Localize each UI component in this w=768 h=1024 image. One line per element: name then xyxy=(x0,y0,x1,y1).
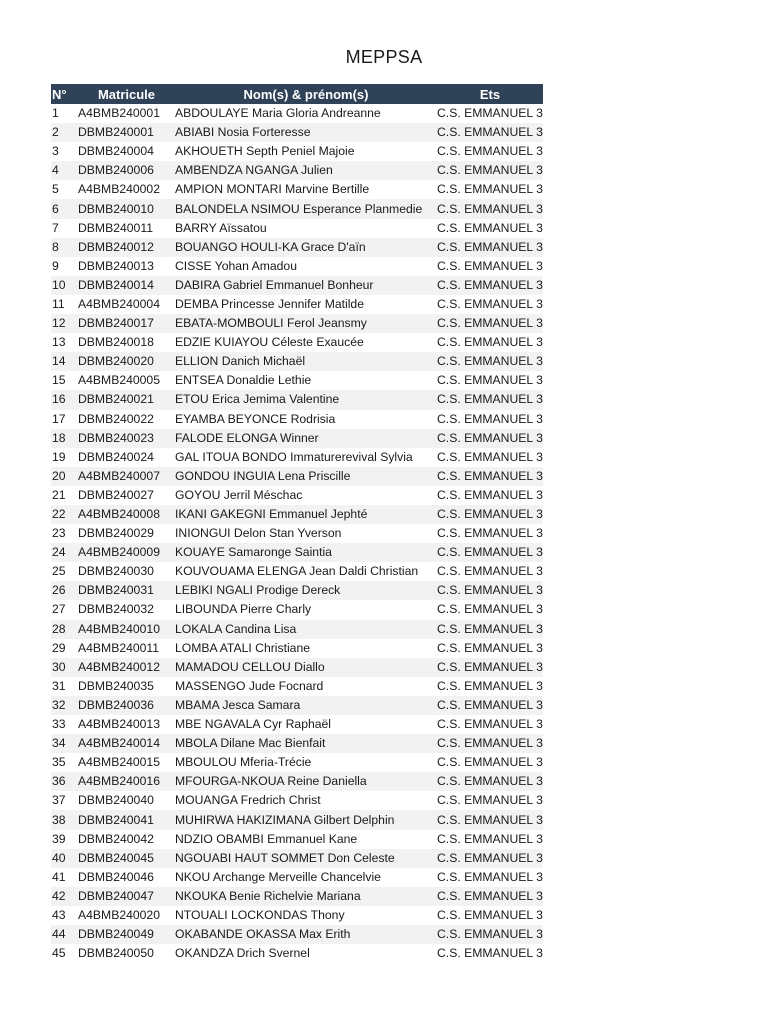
row-number: 6 xyxy=(51,199,78,218)
row-ets: C.S. EMMANUEL 3 xyxy=(437,734,543,753)
table-row xyxy=(51,219,543,238)
row-matricule: A4BMB240004 xyxy=(78,296,160,311)
row-number: 24 xyxy=(51,543,78,562)
row-number: 35 xyxy=(52,755,66,770)
row-matricule: DBMB240017 xyxy=(78,314,175,333)
row-name: ENTSEA Donaldie Lethie xyxy=(175,373,312,388)
row-matricule: DBMB240030 xyxy=(78,564,154,579)
row-number: 20 xyxy=(51,467,78,486)
table-row xyxy=(51,142,543,161)
row-ets: C.S. EMMANUEL 3 xyxy=(437,620,543,639)
table-row xyxy=(51,868,543,887)
row-matricule: A4BMB240009 xyxy=(78,543,175,562)
row-matricule: A4BMB240014 xyxy=(78,734,175,753)
table-row xyxy=(51,295,543,314)
row-matricule: A4BMB240013 xyxy=(78,717,160,732)
row-ets: C.S. EMMANUEL 3 xyxy=(437,581,543,600)
row-ets: C.S. EMMANUEL 3 xyxy=(437,849,543,868)
row-matricule: DBMB240010 xyxy=(78,199,175,218)
row-matricule: DBMB240032 xyxy=(78,602,154,617)
row-name: KOUAYE Samaronge Saintia xyxy=(175,543,437,562)
row-matricule: DBMB240014 xyxy=(78,276,175,295)
row-number: 11 xyxy=(52,296,65,311)
row-name: ETOU Erica Jemima Valentine xyxy=(175,390,437,409)
row-ets: C.S. EMMANUEL 3 xyxy=(437,543,543,562)
row-number: 40 xyxy=(51,849,78,868)
table-row xyxy=(51,276,543,295)
row-ets: C.S. EMMANUEL 3 xyxy=(437,335,543,350)
row-name: MFOURGA-NKOUA Reine Daniella xyxy=(175,772,437,791)
row-matricule: DBMB240031 xyxy=(78,581,175,600)
row-name: FALODE ELONGA Winner xyxy=(175,429,437,448)
row-matricule: DBMB240013 xyxy=(78,258,154,273)
row-ets: C.S. EMMANUEL 3 xyxy=(437,946,543,961)
row-ets: C.S. EMMANUEL 3 xyxy=(437,793,543,808)
table-row xyxy=(51,734,543,753)
row-name: EDZIE KUIAYOU Céleste Exaucée xyxy=(175,335,364,350)
row-number: 12 xyxy=(51,314,78,333)
row-number: 37 xyxy=(52,793,66,808)
row-ets: C.S. EMMANUEL 3 xyxy=(437,220,543,235)
row-number: 32 xyxy=(51,696,78,715)
row-name: NTOUALI LOCKONDAS Thony xyxy=(175,907,345,922)
row-matricule: DBMB240042 xyxy=(78,831,154,846)
row-ets: C.S. EMMANUEL 3 xyxy=(437,658,543,677)
row-name: NKOU Archange Merveille Chancelvie xyxy=(175,869,381,884)
row-matricule: A4BMB240011 xyxy=(78,640,160,655)
row-ets: C.S. EMMANUEL 3 xyxy=(437,925,543,944)
row-number: 28 xyxy=(51,620,78,639)
row-ets: C.S. EMMANUEL 3 xyxy=(437,526,543,541)
row-matricule: A4BMB240001 xyxy=(78,106,160,121)
row-number: 21 xyxy=(52,487,66,502)
row-number: 2 xyxy=(51,123,78,142)
table-row xyxy=(51,810,543,829)
row-ets: C.S. EMMANUEL 3 xyxy=(437,678,543,693)
table-row xyxy=(51,677,543,696)
row-number: 1 xyxy=(52,106,59,121)
row-matricule: A4BMB240010 xyxy=(78,620,175,639)
row-ets: C.S. EMMANUEL 3 xyxy=(437,276,543,295)
row-matricule: DBMB240012 xyxy=(78,238,175,257)
row-number: 26 xyxy=(51,581,78,600)
row-ets: C.S. EMMANUEL 3 xyxy=(437,238,543,257)
table-row xyxy=(51,772,543,791)
row-number: 5 xyxy=(52,182,59,197)
row-matricule: A4BMB240008 xyxy=(78,505,175,524)
row-ets: C.S. EMMANUEL 3 xyxy=(437,373,543,388)
row-name: AMBENDZA NGANGA Julien xyxy=(175,161,437,180)
row-name: MUHIRWA HAKIZIMANA Gilbert Delphin xyxy=(175,810,437,829)
table-row xyxy=(51,410,543,429)
row-matricule: A4BMB240002 xyxy=(78,182,160,197)
row-name: INIONGUI Delon Stan Yverson xyxy=(175,526,342,541)
row-name: MAMADOU CELLOU Diallo xyxy=(175,658,437,677)
row-number: 14 xyxy=(51,352,78,371)
row-matricule: DBMB240018 xyxy=(78,335,154,350)
document-title: MEPPSA xyxy=(345,47,423,67)
row-name: MASSENGO Jude Focnard xyxy=(175,678,324,693)
row-ets: C.S. EMMANUEL 3 xyxy=(437,887,543,906)
row-matricule: DBMB240047 xyxy=(78,887,175,906)
table-row xyxy=(51,257,543,276)
row-name: ABDOULAYE Maria Gloria Andreanne xyxy=(175,106,381,121)
table-row xyxy=(51,448,543,467)
row-matricule: DBMB240036 xyxy=(78,696,175,715)
row-name: NGOUABI HAUT SOMMET Don Celeste xyxy=(175,849,437,868)
row-name: AKHOUETH Septh Peniel Majoie xyxy=(175,144,355,159)
row-matricule: DBMB240029 xyxy=(78,526,154,541)
row-ets: C.S. EMMANUEL 3 xyxy=(437,296,543,311)
row-ets: C.S. EMMANUEL 3 xyxy=(437,352,543,371)
row-ets: C.S. EMMANUEL 3 xyxy=(437,831,543,846)
row-name: BARRY Aïssatou xyxy=(175,220,267,235)
row-number: 13 xyxy=(52,335,66,350)
student-table xyxy=(51,84,543,963)
table-row xyxy=(51,925,543,944)
table-row xyxy=(51,104,543,123)
row-number: 10 xyxy=(51,276,78,295)
table-row xyxy=(51,696,543,715)
row-ets: C.S. EMMANUEL 3 xyxy=(437,907,543,922)
row-number: 39 xyxy=(52,831,66,846)
row-number: 18 xyxy=(51,429,78,448)
row-number: 22 xyxy=(51,505,78,524)
table-row xyxy=(51,791,543,810)
table-row xyxy=(51,753,543,772)
row-number: 4 xyxy=(51,161,78,180)
row-ets: C.S. EMMANUEL 3 xyxy=(437,429,543,448)
row-matricule: DBMB240041 xyxy=(78,810,175,829)
row-number: 29 xyxy=(52,640,66,655)
row-matricule: A4BMB240012 xyxy=(78,658,175,677)
table-row xyxy=(51,639,543,658)
table-header-row xyxy=(51,84,543,104)
row-number: 25 xyxy=(52,564,66,579)
row-matricule: DBMB240011 xyxy=(78,220,153,235)
row-number: 9 xyxy=(52,258,59,273)
row-number: 31 xyxy=(52,678,66,693)
row-matricule: A4BMB240007 xyxy=(78,467,175,486)
table-row xyxy=(51,333,543,352)
table-row xyxy=(51,830,543,849)
row-name: GAL ITOUA BONDO Immaturerevival Sylvia xyxy=(175,449,413,464)
table-row xyxy=(51,505,543,524)
table-row xyxy=(51,849,543,868)
row-name: EYAMBA BEYONCE Rodrisia xyxy=(175,411,336,426)
row-ets: C.S. EMMANUEL 3 xyxy=(437,505,543,524)
header-number: N° xyxy=(51,84,78,104)
row-name: DEMBA Princesse Jennifer Matilde xyxy=(175,296,364,311)
table-row xyxy=(51,429,543,448)
row-name: NKOUKA Benie Richelvie Mariana xyxy=(175,887,437,906)
table-row xyxy=(51,467,543,486)
row-name: NDZIO OBAMBI Emmanuel Kane xyxy=(175,831,358,846)
table-row xyxy=(51,887,543,906)
row-name: DABIRA Gabriel Emmanuel Bonheur xyxy=(175,276,437,295)
row-ets: C.S. EMMANUEL 3 xyxy=(437,772,543,791)
row-matricule: DBMB240021 xyxy=(78,390,175,409)
table-row xyxy=(51,600,543,619)
table-row xyxy=(51,352,543,371)
row-matricule: DBMB240050 xyxy=(78,946,154,961)
row-name: MBOLA Dilane Mac Bienfait xyxy=(175,734,437,753)
table-row xyxy=(51,543,543,562)
row-ets: C.S. EMMANUEL 3 xyxy=(437,411,543,426)
row-name: MBOULOU Mferia-Trécie xyxy=(175,755,312,770)
table-row xyxy=(51,944,543,963)
row-ets: C.S. EMMANUEL 3 xyxy=(437,123,543,142)
row-matricule: A4BMB240015 xyxy=(78,755,160,770)
row-number: 8 xyxy=(51,238,78,257)
row-matricule: DBMB240023 xyxy=(78,429,175,448)
table-row xyxy=(51,161,543,180)
row-matricule: DBMB240024 xyxy=(78,449,154,464)
row-number: 34 xyxy=(51,734,78,753)
row-ets: C.S. EMMANUEL 3 xyxy=(437,182,543,197)
row-ets: C.S. EMMANUEL 3 xyxy=(437,449,543,464)
row-number: 23 xyxy=(52,526,66,541)
row-number: 30 xyxy=(51,658,78,677)
row-name: OKABANDE OKASSA Max Erith xyxy=(175,925,437,944)
row-name: LOKALA Candina Lisa xyxy=(175,620,437,639)
row-matricule: DBMB240020 xyxy=(78,352,175,371)
table-row xyxy=(51,314,543,333)
row-name: MOUANGA Fredrich Christ xyxy=(175,793,321,808)
row-number: 38 xyxy=(51,810,78,829)
table-row xyxy=(51,906,543,925)
row-name: MBAMA Jesca Samara xyxy=(175,696,437,715)
row-ets: C.S. EMMANUEL 3 xyxy=(437,602,543,617)
row-name: LIBOUNDA Pierre Charly xyxy=(175,602,312,617)
row-number: 42 xyxy=(51,887,78,906)
row-name: AMPION MONTARI Marvine Bertille xyxy=(175,182,370,197)
row-matricule: A4BMB240016 xyxy=(78,772,175,791)
table-row xyxy=(51,715,543,734)
row-matricule: DBMB240035 xyxy=(78,678,154,693)
row-ets: C.S. EMMANUEL 3 xyxy=(437,487,543,502)
row-name: GOYOU Jerril Méschac xyxy=(175,487,303,502)
row-name: KOUVOUAMA ELENGA Jean Daldi Christian xyxy=(175,564,419,579)
row-ets: C.S. EMMANUEL 3 xyxy=(437,717,543,732)
row-name: CISSE Yohan Amadou xyxy=(175,258,297,273)
row-name: IKANI GAKEGNI Emmanuel Jephté xyxy=(175,505,437,524)
header-matricule: Matricule xyxy=(78,84,175,104)
row-ets: C.S. EMMANUEL 3 xyxy=(437,106,543,121)
table-row xyxy=(51,199,543,218)
row-number: 16 xyxy=(51,390,78,409)
row-number: 44 xyxy=(51,925,78,944)
row-ets: C.S. EMMANUEL 3 xyxy=(437,144,543,159)
row-number: 27 xyxy=(52,602,66,617)
table-row xyxy=(51,581,543,600)
row-ets: C.S. EMMANUEL 3 xyxy=(437,199,543,218)
row-number: 45 xyxy=(52,946,66,961)
row-name: ELLION Danich Michaël xyxy=(175,352,437,371)
row-ets: C.S. EMMANUEL 3 xyxy=(437,869,543,884)
row-ets: C.S. EMMANUEL 3 xyxy=(437,161,543,180)
row-number: 33 xyxy=(52,717,66,732)
row-number: 15 xyxy=(52,373,66,388)
row-ets: C.S. EMMANUEL 3 xyxy=(437,314,543,333)
row-name: LEBIKI NGALI Prodige Dereck xyxy=(175,581,437,600)
row-matricule: DBMB240049 xyxy=(78,925,175,944)
row-name: BOUANGO HOULI-KA Grace D'aïn xyxy=(175,238,437,257)
table-row xyxy=(51,658,543,677)
row-number: 41 xyxy=(52,869,66,884)
row-number: 43 xyxy=(52,907,66,922)
row-name: LOMBA ATALI Christiane xyxy=(175,640,311,655)
row-matricule: A4BMB240005 xyxy=(78,373,160,388)
table-row xyxy=(51,524,543,543)
row-number: 17 xyxy=(52,411,66,426)
row-number: 36 xyxy=(51,772,78,791)
row-ets: C.S. EMMANUEL 3 xyxy=(437,390,543,409)
table-row xyxy=(51,486,543,505)
row-name: MBE NGAVALA Cyr Raphaël xyxy=(175,717,332,732)
row-ets: C.S. EMMANUEL 3 xyxy=(437,696,543,715)
table-row xyxy=(51,123,543,142)
row-number: 19 xyxy=(52,449,66,464)
table-row xyxy=(51,620,543,639)
row-matricule: DBMB240045 xyxy=(78,849,175,868)
row-matricule: DBMB240006 xyxy=(78,161,175,180)
row-ets: C.S. EMMANUEL 3 xyxy=(437,564,543,579)
row-ets: C.S. EMMANUEL 3 xyxy=(437,467,543,486)
table-row xyxy=(51,390,543,409)
table-row xyxy=(51,371,543,390)
table-row xyxy=(51,180,543,199)
row-ets: C.S. EMMANUEL 3 xyxy=(437,755,543,770)
row-ets: C.S. EMMANUEL 3 xyxy=(437,640,543,655)
table-body xyxy=(51,104,543,963)
row-matricule: DBMB240022 xyxy=(78,411,154,426)
row-matricule: DBMB240046 xyxy=(78,869,154,884)
row-matricule: A4BMB240020 xyxy=(78,907,160,922)
row-number: 7 xyxy=(52,220,59,235)
row-name: GONDOU INGUIA Lena Priscille xyxy=(175,467,437,486)
row-ets: C.S. EMMANUEL 3 xyxy=(437,810,543,829)
row-matricule: DBMB240027 xyxy=(78,487,154,502)
row-matricule: DBMB240004 xyxy=(78,144,154,159)
row-matricule: DBMB240040 xyxy=(78,793,154,808)
header-name: Nom(s) & prénom(s) xyxy=(175,84,437,104)
row-name: OKANDZA Drich Svernel xyxy=(175,946,310,961)
row-ets: C.S. EMMANUEL 3 xyxy=(437,258,543,273)
row-name: BALONDELA NSIMOU Esperance Planmedie xyxy=(175,199,437,218)
row-name: EBATA-MOMBOULI Ferol Jeansmy xyxy=(175,314,437,333)
header-ets: Ets xyxy=(437,84,543,104)
row-name: ABIABI Nosia Forteresse xyxy=(175,123,437,142)
row-matricule: DBMB240001 xyxy=(78,123,175,142)
table-row xyxy=(51,238,543,257)
row-number: 3 xyxy=(52,144,59,159)
table-row xyxy=(51,562,543,581)
